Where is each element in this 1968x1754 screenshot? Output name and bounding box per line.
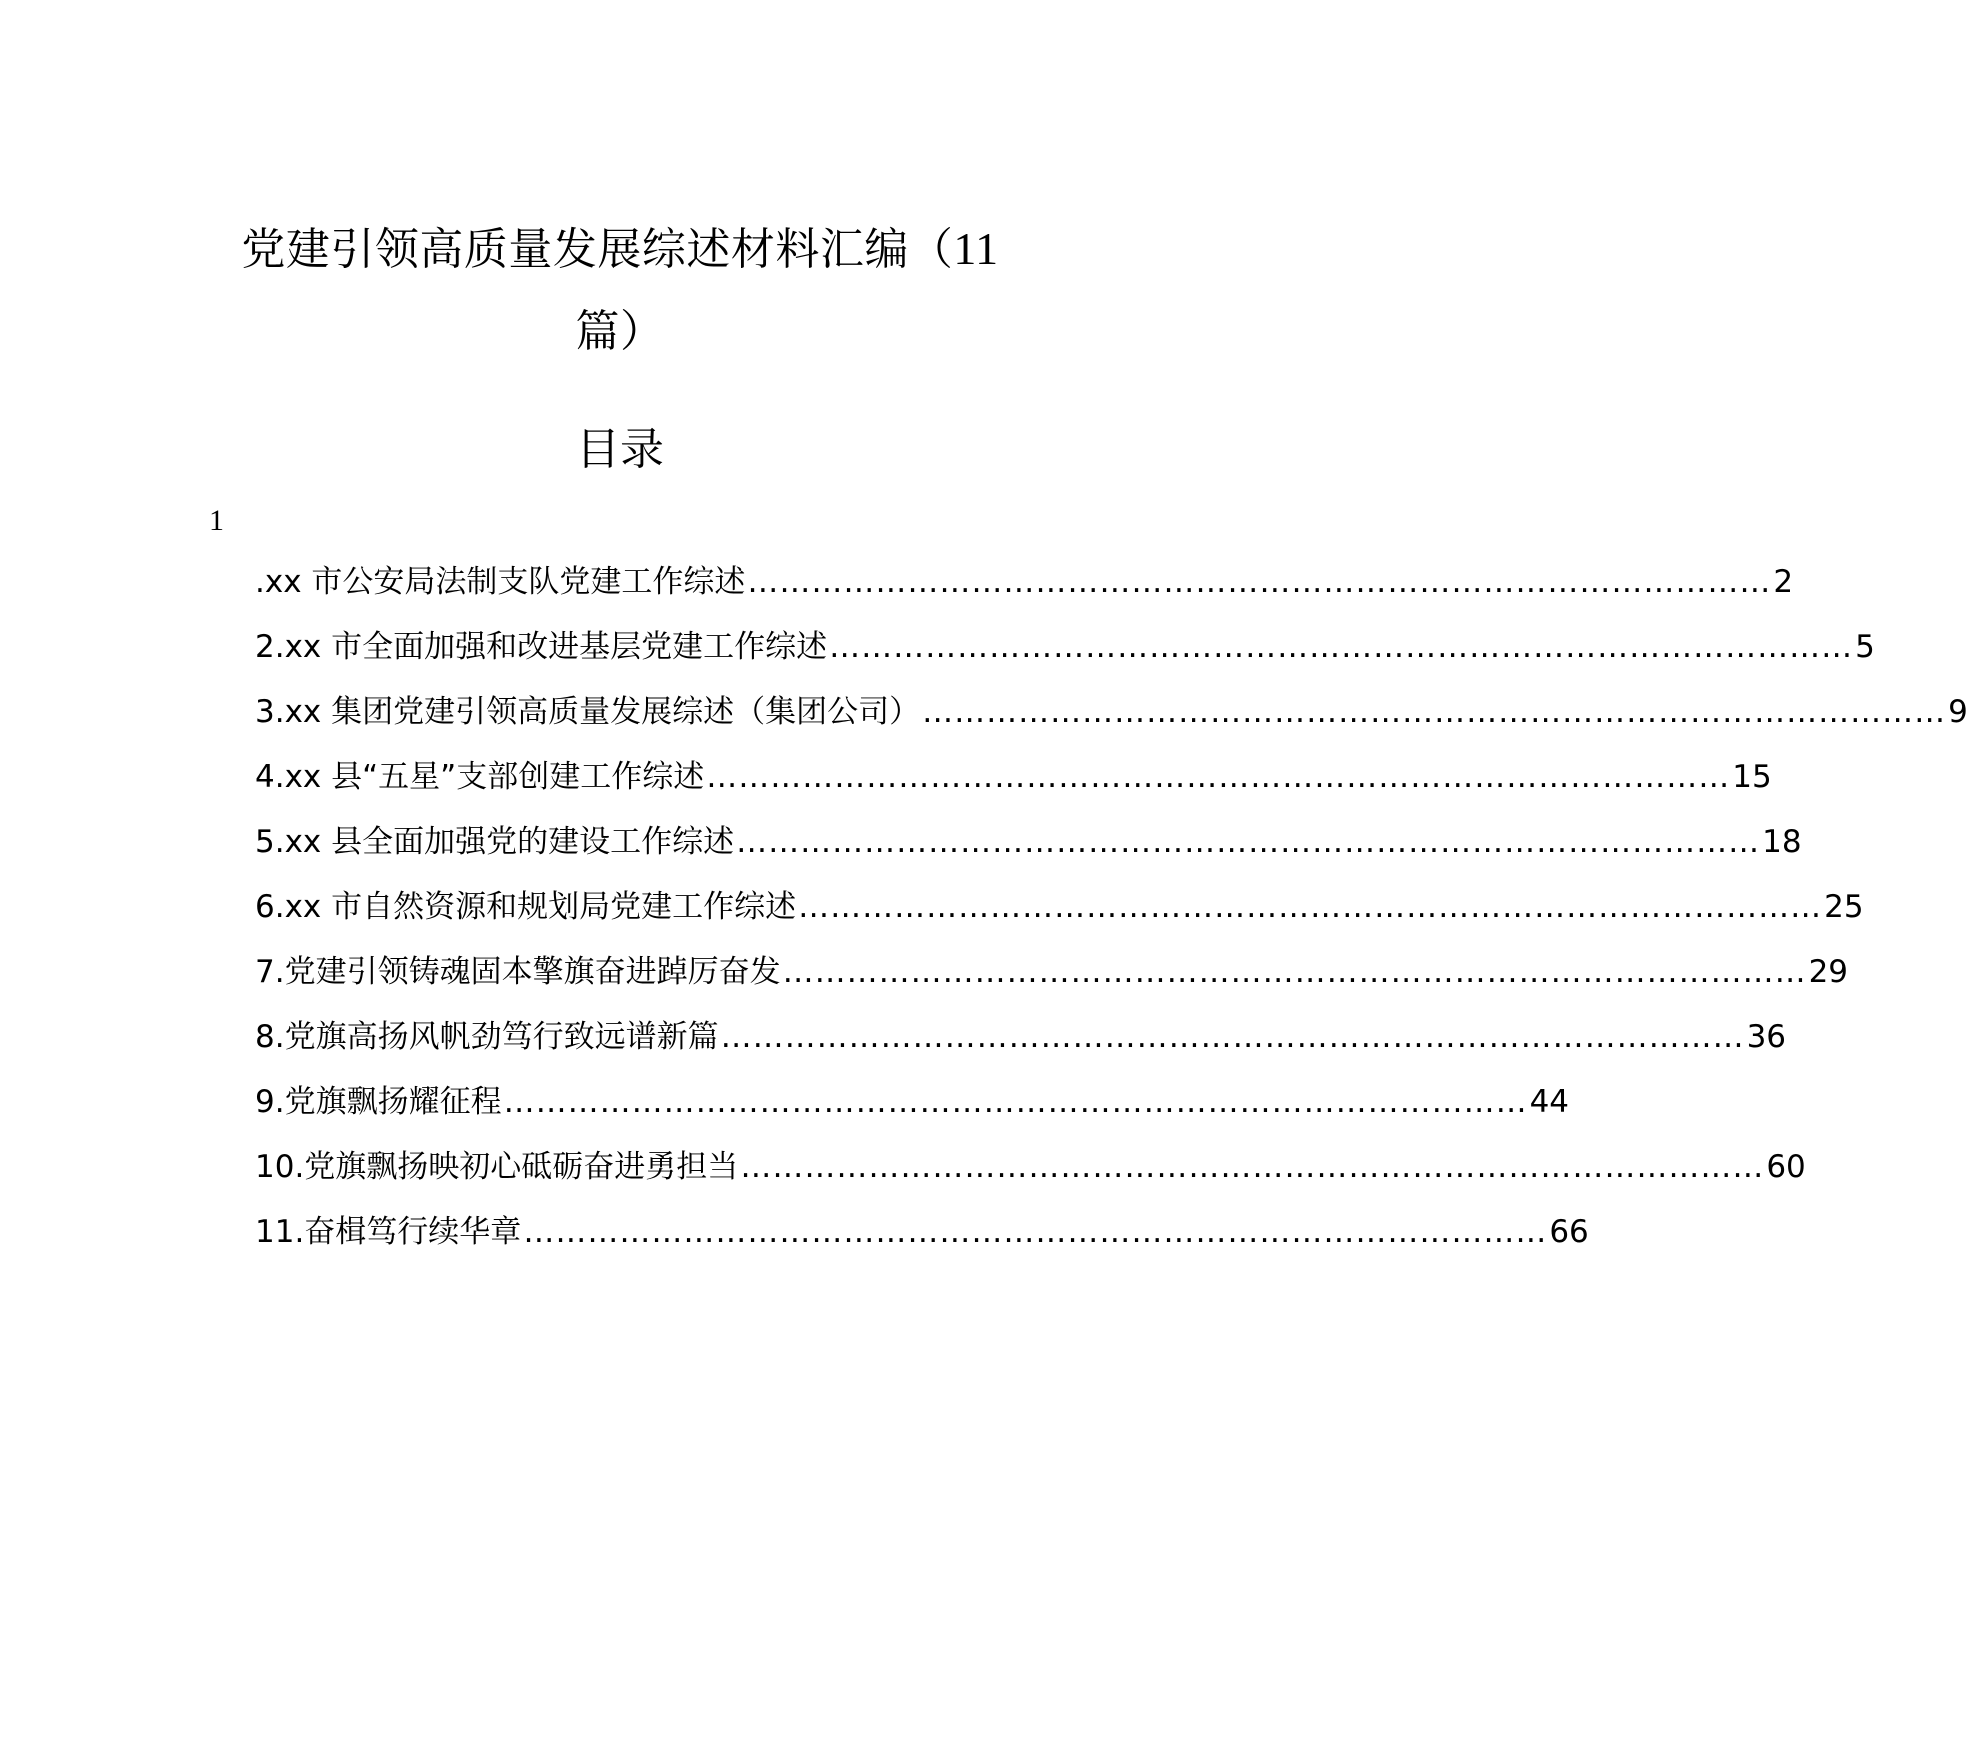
toc-entry[interactable]	[255, 947, 1849, 1012]
toc-entry-title: 9.党旗飘扬耀征程	[255, 1084, 502, 1120]
toc-entry-title: 5.xx 县全面加强党的建设工作综述	[255, 824, 735, 860]
toc-leader-dots: ……………………………………………………………………………………	[798, 889, 1823, 925]
toc-entry-title: 6.xx 市自然资源和规划局党建工作综述	[255, 889, 797, 925]
toc-entry-title: 4.xx 县“五星”支部创建工作综述	[255, 759, 705, 795]
toc-leader-dots: ……………………………………………………………………………………	[829, 629, 1854, 665]
toc-entry[interactable]	[255, 622, 1875, 687]
toc-entry-title: 11.奋楫笃行续华章	[255, 1214, 522, 1250]
title-line-2: 篇）	[575, 306, 665, 357]
title-count: 11	[953, 223, 999, 274]
toc-entry[interactable]	[255, 1142, 1806, 1207]
toc-leader-dots: ……………………………………………………………………………………	[706, 759, 1731, 795]
toc-entry[interactable]	[255, 557, 1794, 622]
toc-leader-dots: ……………………………………………………………………………………	[523, 1214, 1548, 1250]
toc-leader-dots: ……………………………………………………………………………………	[503, 1084, 1528, 1120]
toc-leader-dots: ……………………………………………………………………………………	[736, 824, 1761, 860]
document-title	[200, 208, 1040, 373]
toc-entry-page: 29	[1808, 954, 1849, 990]
toc-heading: 目录	[576, 424, 664, 475]
toc-entry[interactable]	[255, 1207, 1589, 1272]
toc-leader-dots: ……………………………………………………………………………………	[922, 694, 1947, 730]
toc-entry[interactable]	[255, 1012, 1787, 1077]
toc-entry[interactable]	[255, 817, 1802, 882]
toc-entry[interactable]	[255, 882, 1864, 947]
stray-number: 1	[209, 504, 224, 537]
toc-entry-title: 10.党旗飘扬映初心砥砺奋进勇担当	[255, 1149, 739, 1185]
toc-entry-page: 9	[1948, 694, 1968, 730]
toc-entry-page: 25	[1824, 889, 1864, 925]
toc-entry-title: 3.xx 集团党建引领高质量发展综述（集团公司）	[255, 694, 921, 730]
toc-leader-dots: ……………………………………………………………………………………	[747, 564, 1772, 600]
table-of-contents	[255, 557, 1968, 1272]
toc-entry-page: 18	[1762, 824, 1802, 860]
title-line-1	[200, 208, 1040, 291]
toc-entry-page: 2	[1773, 564, 1794, 600]
toc-entry-page: 5	[1855, 629, 1875, 665]
toc-leader-dots: ……………………………………………………………………………………	[782, 954, 1807, 990]
toc-entry[interactable]	[255, 1077, 1570, 1142]
toc-leader-dots: ……………………………………………………………………………………	[740, 1149, 1765, 1185]
toc-entry[interactable]	[255, 687, 1968, 752]
toc-leader-dots: ……………………………………………………………………………………	[720, 1019, 1745, 1055]
toc-entry-title: 7.党建引领铸魂固本擎旗奋进踔厉奋发	[255, 954, 781, 990]
toc-entry-page: 15	[1732, 759, 1772, 795]
toc-entry-page: 44	[1529, 1084, 1570, 1120]
toc-entry-page: 66	[1549, 1214, 1589, 1250]
toc-entry-title: 8.党旗高扬风帆劲笃行致远谱新篇	[255, 1019, 719, 1055]
toc-entry-title: .xx 市公安局法制支队党建工作综述	[255, 564, 746, 600]
toc-entry[interactable]	[255, 752, 1772, 817]
toc-entry-page: 36	[1746, 1019, 1787, 1055]
toc-entry-page: 60	[1766, 1149, 1806, 1185]
title-text: 党建引领高质量发展综述材料汇编（	[241, 224, 954, 275]
toc-entry-title: 2.xx 市全面加强和改进基层党建工作综述	[255, 629, 828, 665]
